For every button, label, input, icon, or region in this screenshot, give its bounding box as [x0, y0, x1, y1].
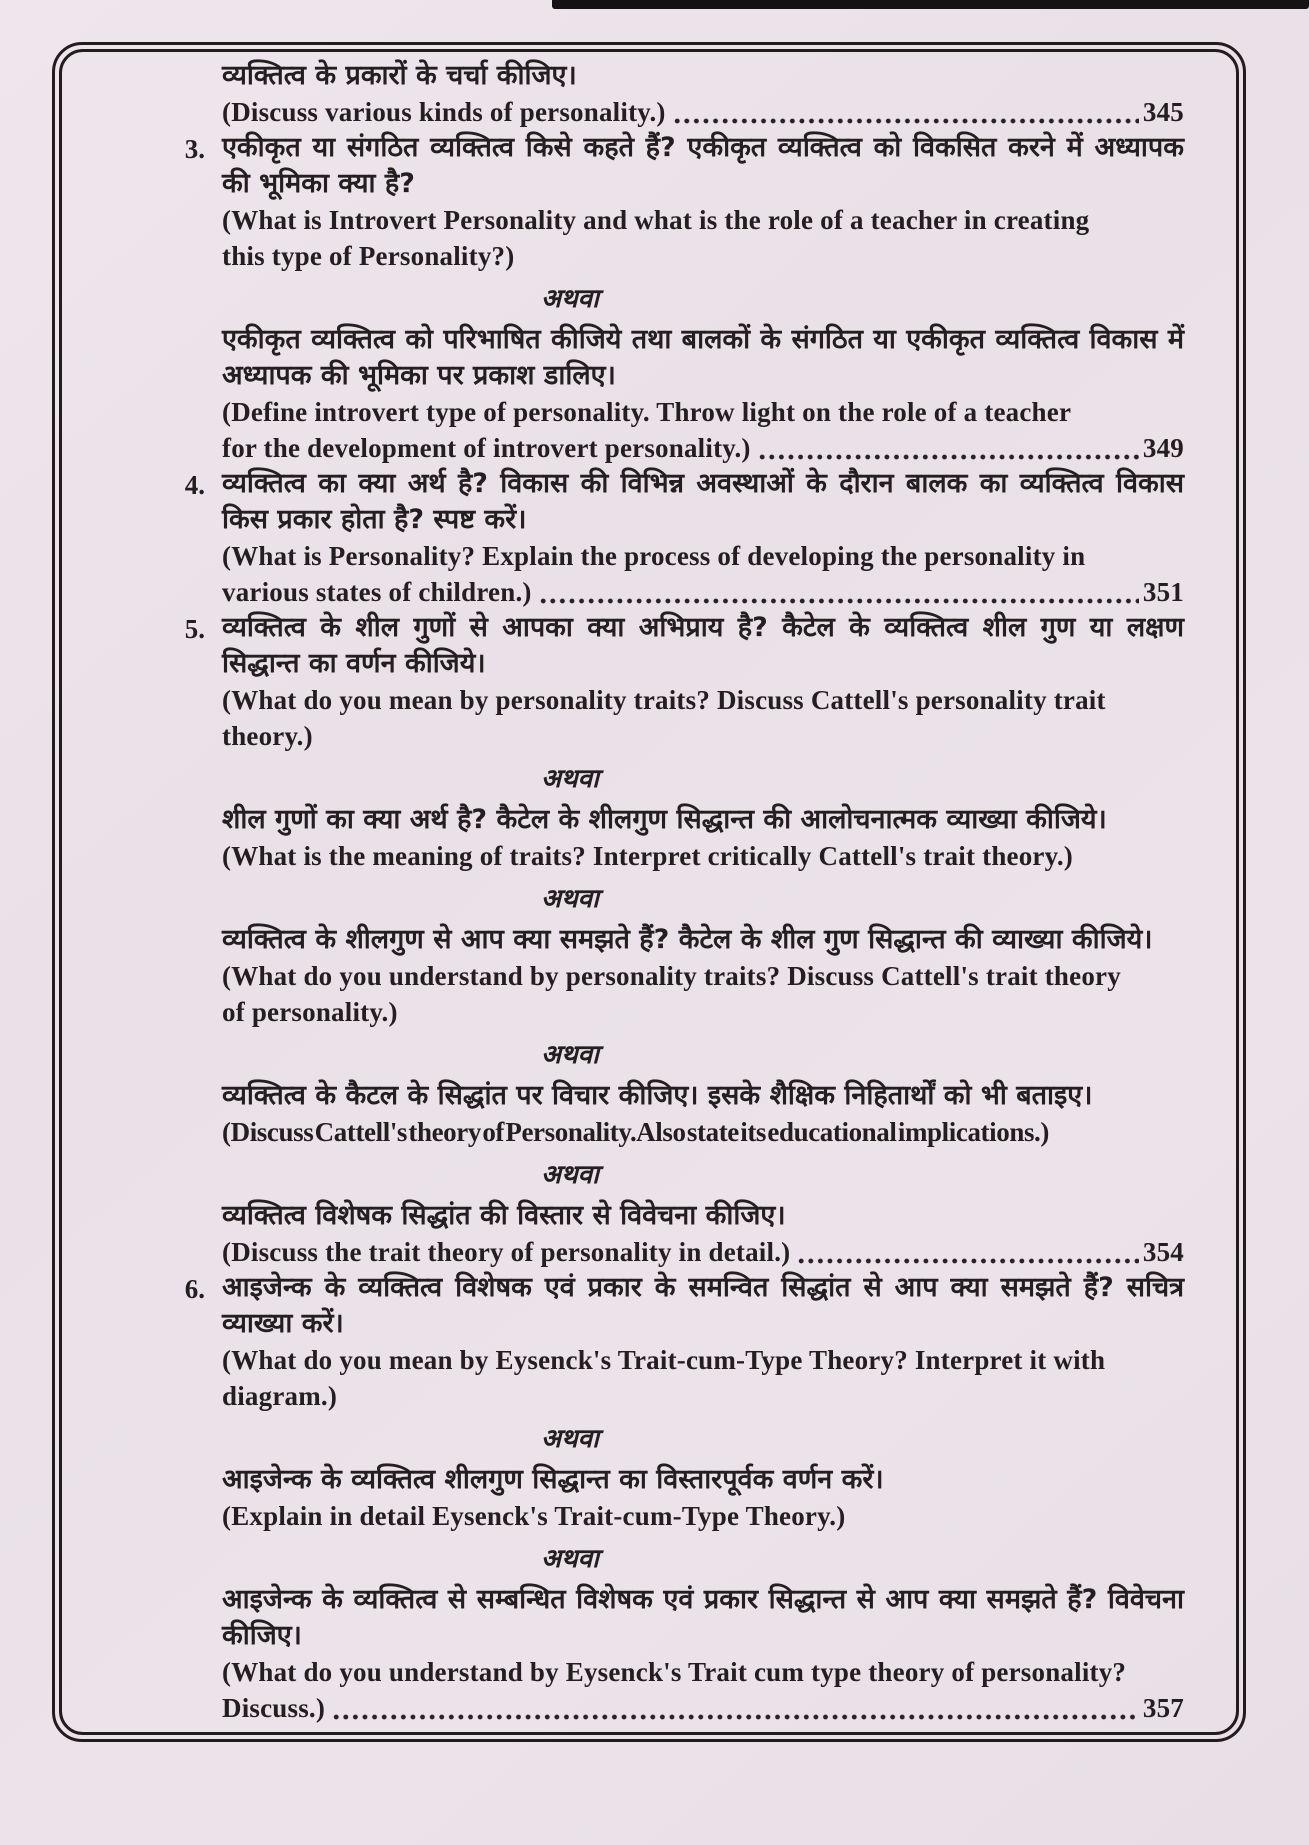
english-question-line: [222, 1234, 1184, 1270]
english-question-text: diagram.): [222, 1381, 338, 1411]
question-item: [52, 610, 1246, 1270]
hindi-question-text: व्यक्तित्व के प्रकारों के चर्चा कीजिए।: [222, 60, 577, 91]
english-question-text: (What do you understand by Eysenck's Trait cum type theory of personality?: [222, 1657, 1127, 1687]
english-question-text: (Discuss the trait theory of personality in detail.): [222, 1237, 791, 1267]
or-separator: अथवा: [541, 1424, 599, 1454]
english-question-text: (Discuss various kinds of personality.): [222, 97, 666, 127]
or-separator: अथवा: [541, 1544, 599, 1574]
english-question-line: [222, 1690, 1184, 1726]
english-question-text: (What do you mean by Eysenck's Trait-cum-Type Theory? Interpret it with: [222, 1345, 1106, 1375]
question-list: [52, 54, 1246, 1726]
item-number: [52, 58, 205, 59]
hindi-question-text: आइजेन्क के व्यक्तित्व शीलगुण सिद्धान्त का विस्तारपूर्वक वर्णन करें।: [222, 1464, 884, 1495]
dot-leader: [798, 1257, 1139, 1265]
or-separator: अथवा: [541, 1040, 599, 1070]
english-question-text: of personality.): [222, 997, 398, 1027]
page-number: 349: [1142, 433, 1184, 463]
english-question-text: (Define introvert type of personality. Throw light on the role of a teacher: [222, 397, 1072, 427]
english-question-text: (Discuss Cattell's theory of Personality. Also state its educational implications.): [222, 1117, 1049, 1147]
hindi-question-text: व्यक्तित्व का क्या अर्थ है? विकास की विभिन्न अवस्थाओं के दौरान बालक का व्यक्तित्व विकास किस प्रकार होता है? स्पष्ट करें।: [222, 468, 1184, 535]
dot-leader: [333, 1713, 1139, 1721]
dot-leader: [759, 453, 1139, 461]
english-question-text: various states of children.): [222, 577, 532, 607]
or-separator: अथवा: [541, 764, 599, 794]
question-item: [52, 466, 1246, 610]
english-question-text: (What is the meaning of traits? Interpret critically Cattell's trait theory.): [222, 841, 1073, 871]
hindi-question-text: व्यक्तित्व विशेषक सिद्धांत की विस्तार से विवेचना कीजिए।: [222, 1200, 786, 1231]
english-question-text: this type of Personality?): [222, 241, 515, 271]
page-number: 351: [1142, 577, 1184, 607]
item-number: 3.: [184, 134, 205, 164]
hindi-question-text: शील गुणों का क्या अर्थ है? कैटेल के शीलगुण सिद्धान्त की आलोचनात्मक व्याख्या कीजिये।: [222, 804, 1107, 835]
item-number: 6.: [184, 1274, 205, 1304]
question-item: [52, 130, 1246, 466]
page-number: 345: [1142, 97, 1184, 127]
hindi-question-text: एकीकृत व्यक्तित्व को परिभाषित कीजिये तथा बालकों के संगठित या एकीकृत व्यक्तित्व विकास में अध्यापक की भूमिका पर प्रकाश डालिए।: [222, 324, 1184, 391]
page-number: 354: [1142, 1237, 1184, 1267]
english-question-text: theory.): [222, 721, 313, 751]
item-content: [205, 1270, 1246, 1726]
item-number: 4.: [184, 470, 205, 500]
or-separator: अथवा: [541, 284, 599, 314]
question-item: [52, 58, 1246, 130]
item-number: 5.: [184, 614, 205, 644]
item-content: [205, 130, 1246, 466]
dot-leader: [540, 597, 1139, 605]
or-separator: अथवा: [541, 884, 599, 914]
english-question-line: [222, 574, 1184, 610]
english-question-text: (Explain in detail Eysenck's Trait-cum-Type Theory.): [222, 1501, 846, 1531]
page-number: 357: [1142, 1693, 1184, 1723]
english-question-text: (What do you mean by personality traits? Discuss Cattell's personality trait: [222, 685, 1106, 715]
english-question-text: (What is Personality? Explain the process of developing the personality in: [222, 541, 1086, 571]
item-content: [205, 466, 1246, 610]
english-question-line: [222, 94, 1184, 130]
dot-leader: [674, 117, 1139, 125]
english-question-text: Discuss.): [222, 1693, 326, 1723]
english-question-text: (What is Introvert Personality and what is the role of a teacher in creating: [222, 205, 1090, 235]
question-item: [52, 1270, 1246, 1726]
english-question-text: (What do you understand by personality traits? Discuss Cattell's trait theory: [222, 961, 1121, 991]
english-question-text: for the development of introvert personality.): [222, 433, 751, 463]
hindi-question-text: आइजेन्क के व्यक्तित्व से सम्बन्धित विशेषक एवं प्रकार सिद्धान्त से आप क्या समझते हैं? विवेचना कीजिए।: [222, 1584, 1184, 1651]
hindi-question-text: आइजेन्क के व्यक्तित्व विशेषक एवं प्रकार के समन्वित सिद्धांत से आप क्या समझते हैं? सचित्र व्याख्या करें।: [222, 1272, 1184, 1339]
english-question-line: [222, 430, 1184, 466]
hindi-question-text: व्यक्तित्व के कैटल के सिद्धांत पर विचार कीजिए। इसके शैक्षिक निहितार्थों को भी बताइए।: [222, 1080, 1093, 1111]
hindi-question-text: व्यक्तित्व के शीलगुण से आप क्या समझते हैं? कैटेल के शील गुण सिद्धान्त की व्याख्या कीजिये।: [222, 924, 1153, 955]
hindi-question-text: एकीकृत या संगठित व्यक्तित्व किसे कहते हैं? एकीकृत व्यक्तित्व को विकसित करने में अध्यापक की भूमिका क्या है?: [222, 132, 1184, 199]
or-separator: अथवा: [541, 1160, 599, 1190]
hindi-question-text: व्यक्तित्व के शील गुणों से आपका क्या अभिप्राय है? कैटेल के व्यक्तित्व शील गुण या लक्षण सिद्धान्त का वर्णन कीजिये।: [222, 612, 1184, 679]
item-content: [205, 58, 1246, 130]
item-content: [205, 610, 1246, 1270]
scan-edge-artifact: [552, 0, 1309, 9]
